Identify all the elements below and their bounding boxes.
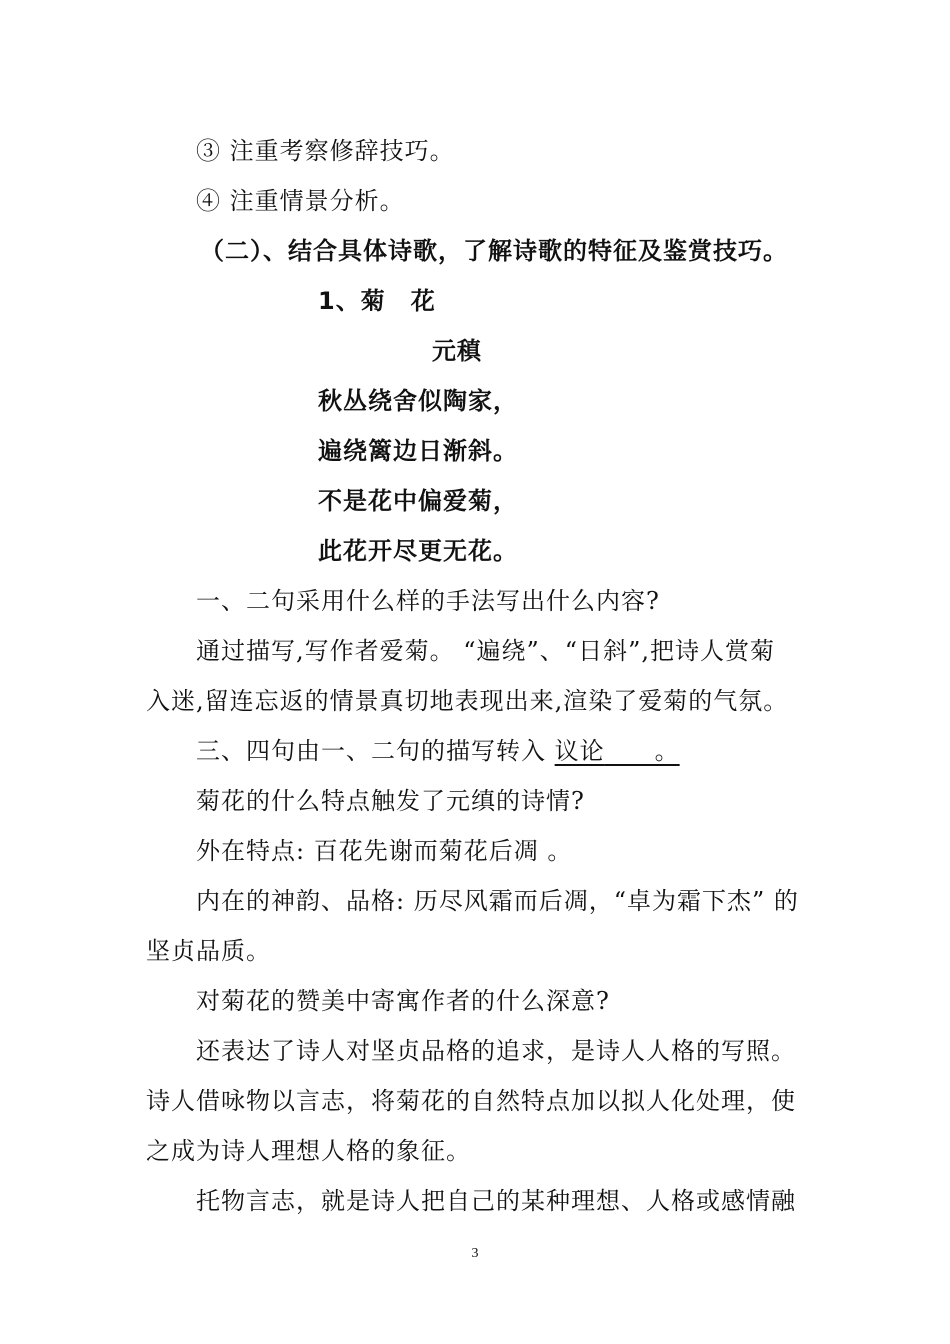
poem-line-4: 此花开尽更无花。 xyxy=(318,537,518,565)
paragraph-tuowu: 托物言志，就是诗人把自己的某种理想、人格或感情融 xyxy=(196,1187,796,1215)
answer-1-line-1: 通过描写,写作者爱菊。 “遍绕”、“日斜”,把诗人赏菊 xyxy=(196,637,775,665)
question-2 xyxy=(196,736,680,766)
section-heading: （二）、结合具体诗歌，了解诗歌的特征及鉴赏技巧。 xyxy=(200,237,788,265)
question-3: 菊花的什么特点触发了元缜的诗情? xyxy=(196,787,585,815)
answer-3-inner-line-2: 坚贞品质。 xyxy=(146,937,271,965)
answer-4-line-3: 之成为诗人理想人格的象征。 xyxy=(146,1137,471,1165)
poem-author: 元稹 xyxy=(432,337,482,365)
question-4: 对菊花的赞美中寄寓作者的什么深意? xyxy=(196,987,610,1015)
answer-3-outer: 外在特点: 百花先谢而菊花后凋 。 xyxy=(196,837,573,865)
answer-3-inner-line-1: 内在的神韵、品格: 历尽风霜而后凋，“卓为霜下杰” 的 xyxy=(196,887,799,915)
poem-line-3: 不是花中偏爱菊， xyxy=(318,487,518,515)
answer-1-line-2: 入迷,留连忘返的情景真切地表现出来,渲染了爱菊的气氛。 xyxy=(146,687,789,715)
question-1: 一、二句采用什么样的手法写出什么内容? xyxy=(196,587,660,615)
poem-title: 1、菊 花 xyxy=(318,287,436,315)
point-4: ④ 注重情景分析。 xyxy=(196,187,405,215)
point-3: ③ 注重考察修辞技巧。 xyxy=(196,137,455,165)
fill-blank-answer: 议论 。 xyxy=(554,737,680,765)
page-number: 3 xyxy=(471,1246,479,1261)
poem-line-2: 遍绕篱边日渐斜。 xyxy=(318,437,518,465)
poem-line-1: 秋丛绕舍似陶家， xyxy=(318,387,518,415)
question-2-text: 三、四句由一、二句的描写转入 xyxy=(196,737,546,765)
answer-4-line-1: 还表达了诗人对坚贞品格的追求，是诗人人格的写照。 xyxy=(196,1037,796,1065)
answer-4-line-2: 诗人借咏物以言志，将菊花的自然特点加以拟人化处理，使 xyxy=(146,1087,796,1115)
